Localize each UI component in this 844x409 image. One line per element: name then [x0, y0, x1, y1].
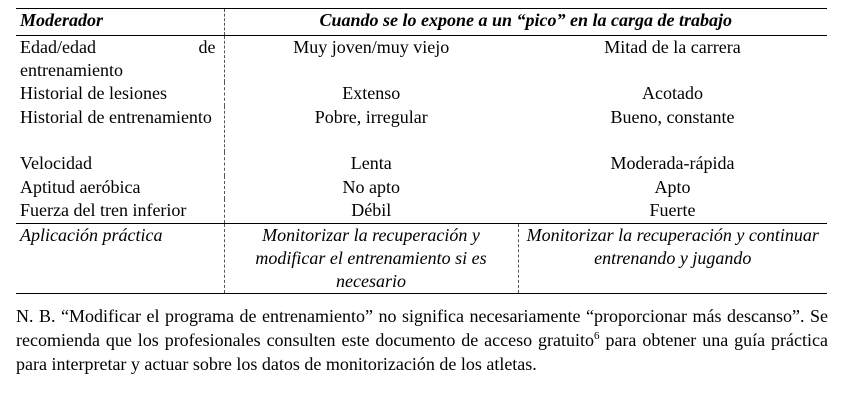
footnote	[16, 304, 828, 376]
row-speed-value-b: Moderada-rápida	[610, 153, 735, 173]
footnote-text: N. B. “Modificar el programa de entrenamiento” no significa necesariamente “proporcionar más descanso”. Se recomienda que los profesionales consulten este documento de acceso gratuito	[16, 306, 828, 350]
row-speed-value-a: Lenta	[350, 153, 392, 173]
table-header-row	[16, 9, 827, 36]
table-row	[16, 36, 827, 83]
moderators-table-container	[16, 8, 834, 294]
row-aerobic-value-b: Apto	[654, 177, 691, 197]
row-label-training-history: Historial de entrenamiento	[16, 106, 224, 152]
moderators-table	[16, 8, 827, 294]
row-label-age: Edad/edad de entrenamiento	[16, 36, 224, 83]
row-strength-value-b: Fuerte	[649, 200, 696, 220]
row-strength-value-a: Débil	[351, 200, 392, 220]
row-training-value-a: Pobre, irregular	[314, 107, 428, 127]
row-label-lower-body-strength: Fuerza del tren inferior	[16, 199, 224, 223]
table-row	[16, 199, 827, 223]
row-injury-value-b: Acotado	[642, 83, 703, 103]
row-injury-value-a: Extenso	[342, 83, 401, 103]
table-row	[16, 106, 827, 152]
table-row	[16, 176, 827, 199]
row-aerobic-value-a: No apto	[342, 177, 400, 197]
row-training-value-b: Bueno, constante	[610, 107, 735, 127]
application-label: Aplicación práctica	[16, 223, 224, 293]
application-value-b: Monitorizar la recuperación y continuar entrenando y jugando	[526, 224, 819, 268]
row-age-value-b: Mitad de la carrera	[604, 37, 741, 57]
footnote-reference: 6	[594, 330, 600, 342]
row-age-value-a: Muy joven/muy viejo	[293, 37, 450, 57]
footnote-text-after: para obtener una guía práctica para interpretar y actuar sobre los datos de monitorización de los atletas.	[16, 330, 828, 374]
row-label-injury-history: Historial de lesiones	[16, 82, 224, 106]
application-value-a: Monitorizar la recuperación y modificar el entrenamiento si es necesario	[224, 223, 518, 293]
header-moderator: Moderador	[16, 9, 224, 36]
table-row	[16, 152, 827, 176]
row-label-aerobic-fitness: Aptitud aeróbica	[16, 176, 224, 199]
table-row	[16, 82, 827, 106]
application-row	[16, 223, 827, 293]
header-workload-spike: Cuando se lo expone a un “pico” en la carga de trabajo	[319, 10, 733, 30]
row-label-speed: Velocidad	[16, 152, 224, 176]
